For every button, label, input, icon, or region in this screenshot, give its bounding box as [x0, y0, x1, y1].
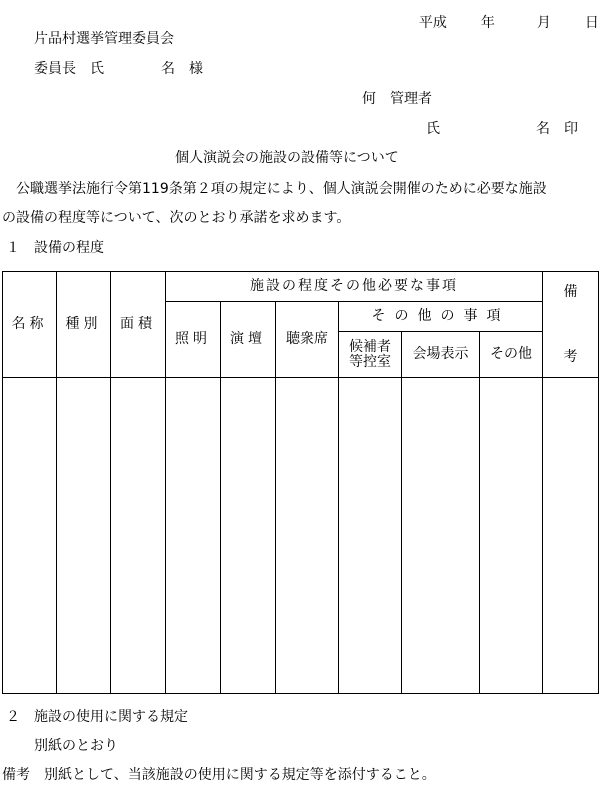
section1-heading: １ 設備の程度 — [6, 240, 104, 256]
day-label: 日 — [584, 15, 599, 31]
header-area: 面積 — [111, 272, 166, 378]
header-other: その他 — [480, 332, 543, 378]
remarks-top-char: 備 — [563, 283, 578, 300]
header-facility-details: 施設の程度その他必要な事項 — [166, 272, 543, 302]
equipment-table — [2, 271, 599, 694]
section2-heading: ２ 施設の使用に関する規定 — [6, 709, 188, 725]
cell-type — [57, 378, 111, 694]
cell-area — [111, 378, 166, 694]
remarks-note: 備考 別紙として、当該施設の使用に関する規定等を添付すること。 — [2, 767, 436, 783]
header-remarks — [543, 272, 599, 378]
applicant-name-label: 氏 — [426, 121, 440, 137]
body-line-1: 公職選挙法施行令第119条第２項の規定により、個人演説会開催のために必要な施設 — [2, 181, 547, 197]
header-other-matters: その他の事項 — [339, 302, 543, 332]
section2-content: 別紙のとおり — [34, 738, 118, 754]
era-label: 平成 — [418, 15, 447, 31]
month-label: 月 — [536, 15, 551, 31]
seal-label: 名 印 — [536, 121, 578, 137]
header-type: 種別 — [57, 272, 111, 378]
cell-remarks — [543, 378, 599, 694]
manager-label: 何 管理者 — [362, 91, 432, 107]
header-waiting-room — [339, 332, 402, 378]
header-name: 名称 — [3, 272, 57, 378]
header-venue-display: 会場表示 — [402, 332, 480, 378]
cell-lighting — [166, 378, 221, 694]
header-stage: 演壇 — [221, 302, 276, 378]
body-line-2: の設備の程度等について、次のとおり承諾を求めます。 — [2, 210, 351, 226]
document-title: 個人演説会の施設の設備等について — [175, 150, 399, 166]
cell-venue-display — [402, 378, 480, 694]
waiting-room-line-2: 等控室 — [349, 353, 391, 370]
cell-audience — [276, 378, 339, 694]
chair-prefix: 委員長 氏 — [34, 61, 104, 77]
cell-stage — [221, 378, 276, 694]
header-lighting: 照明 — [166, 302, 221, 378]
chair-suffix: 名 様 — [161, 61, 203, 77]
cell-name — [3, 378, 57, 694]
waiting-room-line-1: 候補者 — [349, 338, 391, 355]
date-line — [410, 2, 599, 30]
header-audience: 聴衆席 — [276, 302, 339, 378]
cell-waiting-room — [339, 378, 402, 694]
cell-other — [480, 378, 543, 694]
committee-name: 片品村選挙管理委員会 — [34, 31, 174, 47]
year-label: 年 — [480, 15, 495, 31]
remarks-bottom-char: 考 — [563, 348, 578, 365]
